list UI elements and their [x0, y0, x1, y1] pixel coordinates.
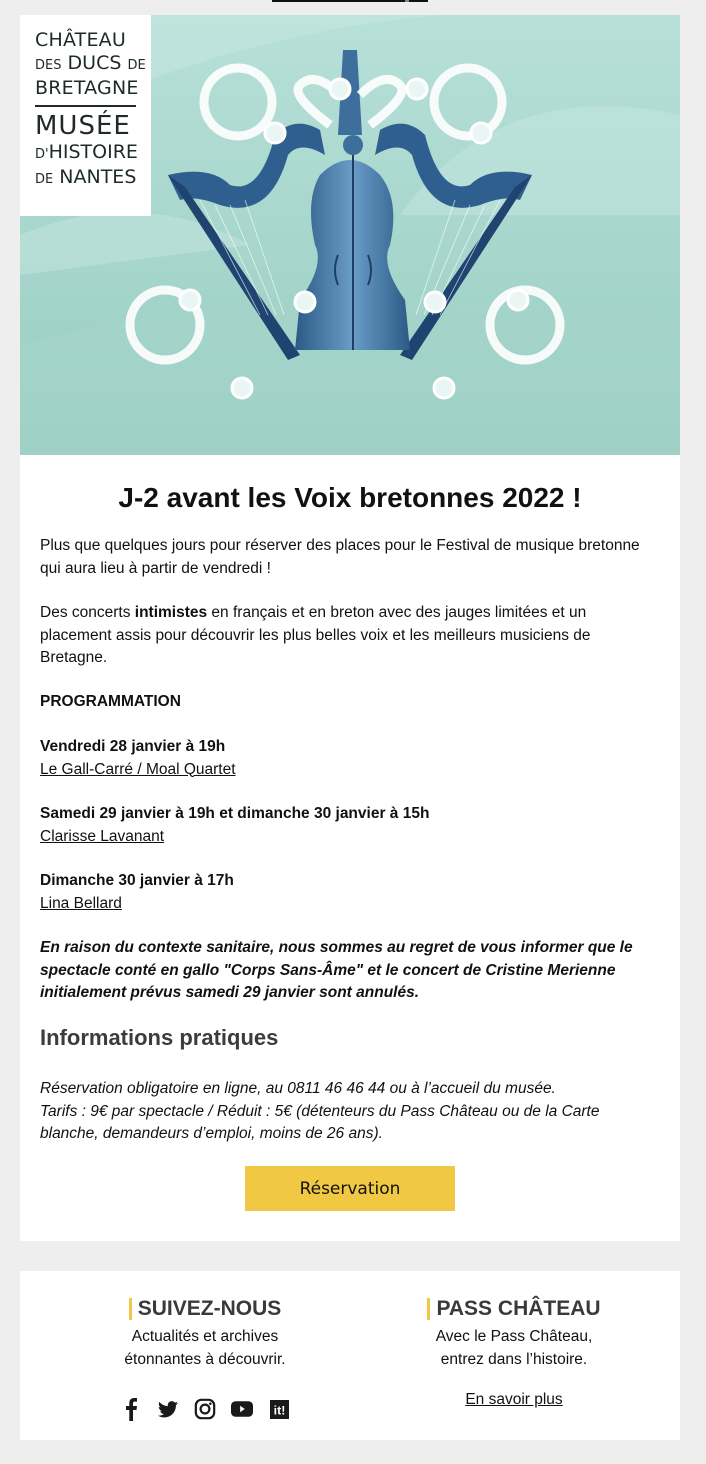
accent-bar — [427, 1298, 430, 1320]
info-prices: Tarifs : 9€ par spectacle / Réduit : 5€ (détenteurs du Pass Château ou de la Carte blanche, demandeurs d’emploi, moins de 26 ans). — [40, 1102, 600, 1142]
info-paragraph — [40, 1078, 660, 1146]
link-cursor-mark — [405, 0, 409, 2]
event-item — [40, 870, 660, 915]
facebook-icon[interactable] — [120, 1397, 142, 1421]
follow-us-text: Actualités et archives étonnantes à découvrir. — [124, 1328, 286, 1368]
pass-chateau-heading: PASS CHÂTEAU — [394, 1297, 634, 1321]
newsletter-body — [20, 455, 680, 1241]
programme-heading: PROGRAMMATION — [40, 693, 181, 710]
event-item — [40, 803, 660, 848]
follow-us-heading: SUIVEZ-NOUS — [85, 1297, 325, 1321]
cancellation-notice: En raison du contexte sanitaire, nous sommes au regret de vous informer que le spectacle conté en gallo "Corps Sans-Âme" et le concert de Cristine Merienne initialement prévus samedi 29 janvier sont annulés. — [40, 939, 633, 1001]
logo-line-histoire: D'HISTOIRE — [35, 141, 138, 163]
logo-line-bretagne: BRETAGNE — [35, 77, 139, 99]
event-artist-link[interactable]: Le Gall-Carré / Moal Quartet — [40, 760, 236, 778]
youtube-icon[interactable] — [231, 1397, 253, 1421]
info-heading: Informations pratiques — [40, 1025, 279, 1050]
learn-more-link[interactable]: En savoir plus — [465, 1391, 563, 1408]
event-date: Dimanche 30 janvier à 17h — [40, 872, 234, 889]
reservation-button[interactable]: Réservation — [245, 1166, 455, 1211]
follow-us-section — [85, 1297, 325, 1421]
museum-logo[interactable] — [20, 15, 151, 216]
logo-line-ducs: DES DUCS DE — [35, 52, 146, 74]
event-item — [40, 736, 660, 781]
info-reservation: Réservation obligatoire en ligne, au 0811 46 46 44 ou à l’accueil du musée. — [40, 1080, 556, 1097]
logo-line-musee: MUSÉE — [35, 111, 131, 141]
event-date: Vendredi 28 janvier à 19h — [40, 738, 226, 755]
instagram-icon[interactable] — [194, 1397, 216, 1421]
it-icon[interactable] — [268, 1397, 290, 1421]
page-title: J-2 avant les Voix bretonnes 2022 ! — [118, 482, 582, 513]
pass-chateau-text: Avec le Pass Château, entrez dans l’histoire. — [435, 1328, 593, 1368]
svg-text:it!: it! — [273, 1402, 285, 1417]
social-links — [85, 1397, 325, 1421]
logo-line-nantes: DE NANTES — [35, 166, 137, 188]
intro-paragraph: Plus que quelques jours pour réserver des places pour le Festival de musique bretonne qui aura lieu à partir de vendredi ! — [40, 537, 640, 577]
hero-banner — [20, 15, 680, 455]
footer — [20, 1271, 680, 1440]
event-artist-link[interactable]: Lina Bellard — [40, 894, 122, 912]
logo-divider — [35, 105, 136, 107]
event-date: Samedi 29 janvier à 19h et dimanche 30 janvier à 15h — [40, 805, 430, 822]
accent-bar — [129, 1298, 132, 1320]
twitter-icon[interactable] — [157, 1397, 179, 1421]
pass-chateau-section — [394, 1297, 634, 1409]
logo-line-chateau: CHÂTEAU — [35, 29, 126, 51]
description-paragraph: Des concerts intimistes en français et en breton avec des jauges limitées et un placement assis pour découvrir les plus belles voix et les meilleurs musiciens de Bretagne. — [40, 604, 591, 666]
event-artist-link[interactable]: Clarisse Lavanant — [40, 827, 165, 845]
